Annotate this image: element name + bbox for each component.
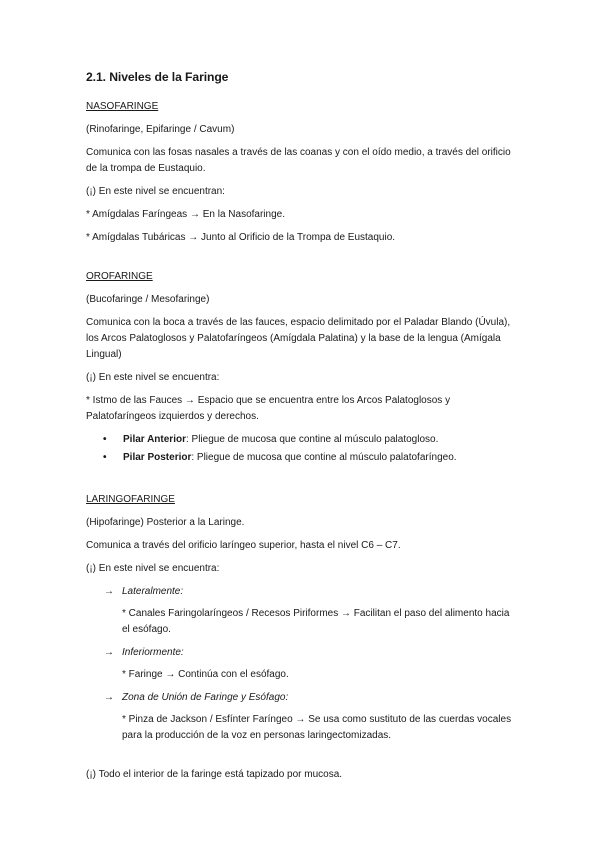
orofaringe-intro: (¡) En este nivel se encuentra:	[86, 372, 220, 383]
group-label: Zona de Unión de Faringe y Esófago:	[122, 692, 289, 703]
pilares-list	[86, 432, 514, 466]
group-detail: * Canales Faringolaríngeos / Recesos Piriformes → Facilitan el paso del alimento hacia el esófago.	[122, 608, 510, 635]
nasofaringe-item: * Amígdalas Tubáricas → Junto al Orificio de la Trompa de Eustaquio.	[86, 232, 396, 243]
laringofaringe-description: Comunica a través del orificio laríngeo superior, hasta el nivel C6 – C7.	[86, 540, 401, 551]
laringofaringe-title: LARINGOFARINGE	[86, 494, 175, 505]
laringofaringe-alt-names: (Hipofaringe) Posterior a la Laringe.	[86, 517, 245, 528]
nasofaringe-section	[86, 99, 514, 246]
nasofaringe-intro: (¡) En este nivel se encuentran:	[86, 186, 225, 197]
orofaringe-alt-names: (Bucofaringe / Mesofaringe)	[86, 294, 210, 305]
pilar-text: : Pliegue de mucosa que contine al músculo palatofaríngeo.	[191, 452, 457, 463]
footer-note: (¡) Todo el interior de la faringe está tapizado por mucosa.	[86, 769, 343, 780]
nasofaringe-item: * Amígdalas Faríngeas → En la Nasofaringe.	[86, 209, 285, 220]
group-label: Lateralmente:	[122, 586, 184, 597]
pilar-label: Pilar Anterior	[123, 434, 186, 445]
laringofaringe-intro: (¡) En este nivel se encuentra:	[86, 563, 220, 574]
laringofaringe-groups	[104, 584, 514, 744]
right-arrow-icon: →	[104, 647, 114, 658]
group-heading	[104, 645, 514, 661]
bullet-icon: •	[103, 452, 107, 463]
right-arrow-icon: →	[104, 586, 114, 597]
list-item	[86, 432, 514, 448]
orofaringe-title: OROFARINGE	[86, 271, 153, 282]
pilar-label: Pilar Posterior	[123, 452, 192, 463]
nasofaringe-description: Comunica con las fosas nasales a través de las coanas y con el oído medio, a través del orificio de la trompa de Eustaquio.	[86, 147, 511, 174]
pilar-text: : Pliegue de mucosa que contine al músculo palatogloso.	[185, 434, 439, 445]
group-heading	[104, 690, 514, 706]
nasofaringe-title: NASOFARINGE	[86, 101, 159, 112]
orofaringe-item: * Istmo de las Fauces → Espacio que se encuentra entre los Arcos Palatoglosos y Palatofaríngeos izquierdos y derechos.	[86, 395, 451, 422]
group-detail: * Faringe → Continúa con el esófago.	[122, 669, 289, 680]
laringofaringe-section	[86, 492, 514, 744]
nasofaringe-alt-names: (Rinofaringe, Epifaringe / Cavum)	[86, 124, 235, 135]
spacer	[86, 751, 514, 767]
right-arrow-icon: →	[104, 692, 114, 703]
list-item	[86, 450, 514, 466]
orofaringe-section	[86, 269, 514, 466]
bullet-icon: •	[103, 434, 107, 445]
document-content	[86, 68, 514, 790]
group-heading	[104, 584, 514, 600]
group-detail: * Pinza de Jackson / Esfínter Faríngeo → Se usa como sustituto de las cuerdas vocales para la producción de la voz en personas laringectomizadas.	[122, 714, 512, 741]
group-label: Inferiormente:	[122, 647, 184, 658]
orofaringe-description: Comunica con la boca a través de las fauces, espacio delimitado por el Paladar Blando (Úvula), los Arcos Palatoglosos y Palatofaríngeos (Amígdala Palatina) y la base de la lengua (Amígala Lingual)	[86, 317, 511, 360]
section-heading: 2.1. Niveles de la Faringe	[86, 70, 229, 84]
